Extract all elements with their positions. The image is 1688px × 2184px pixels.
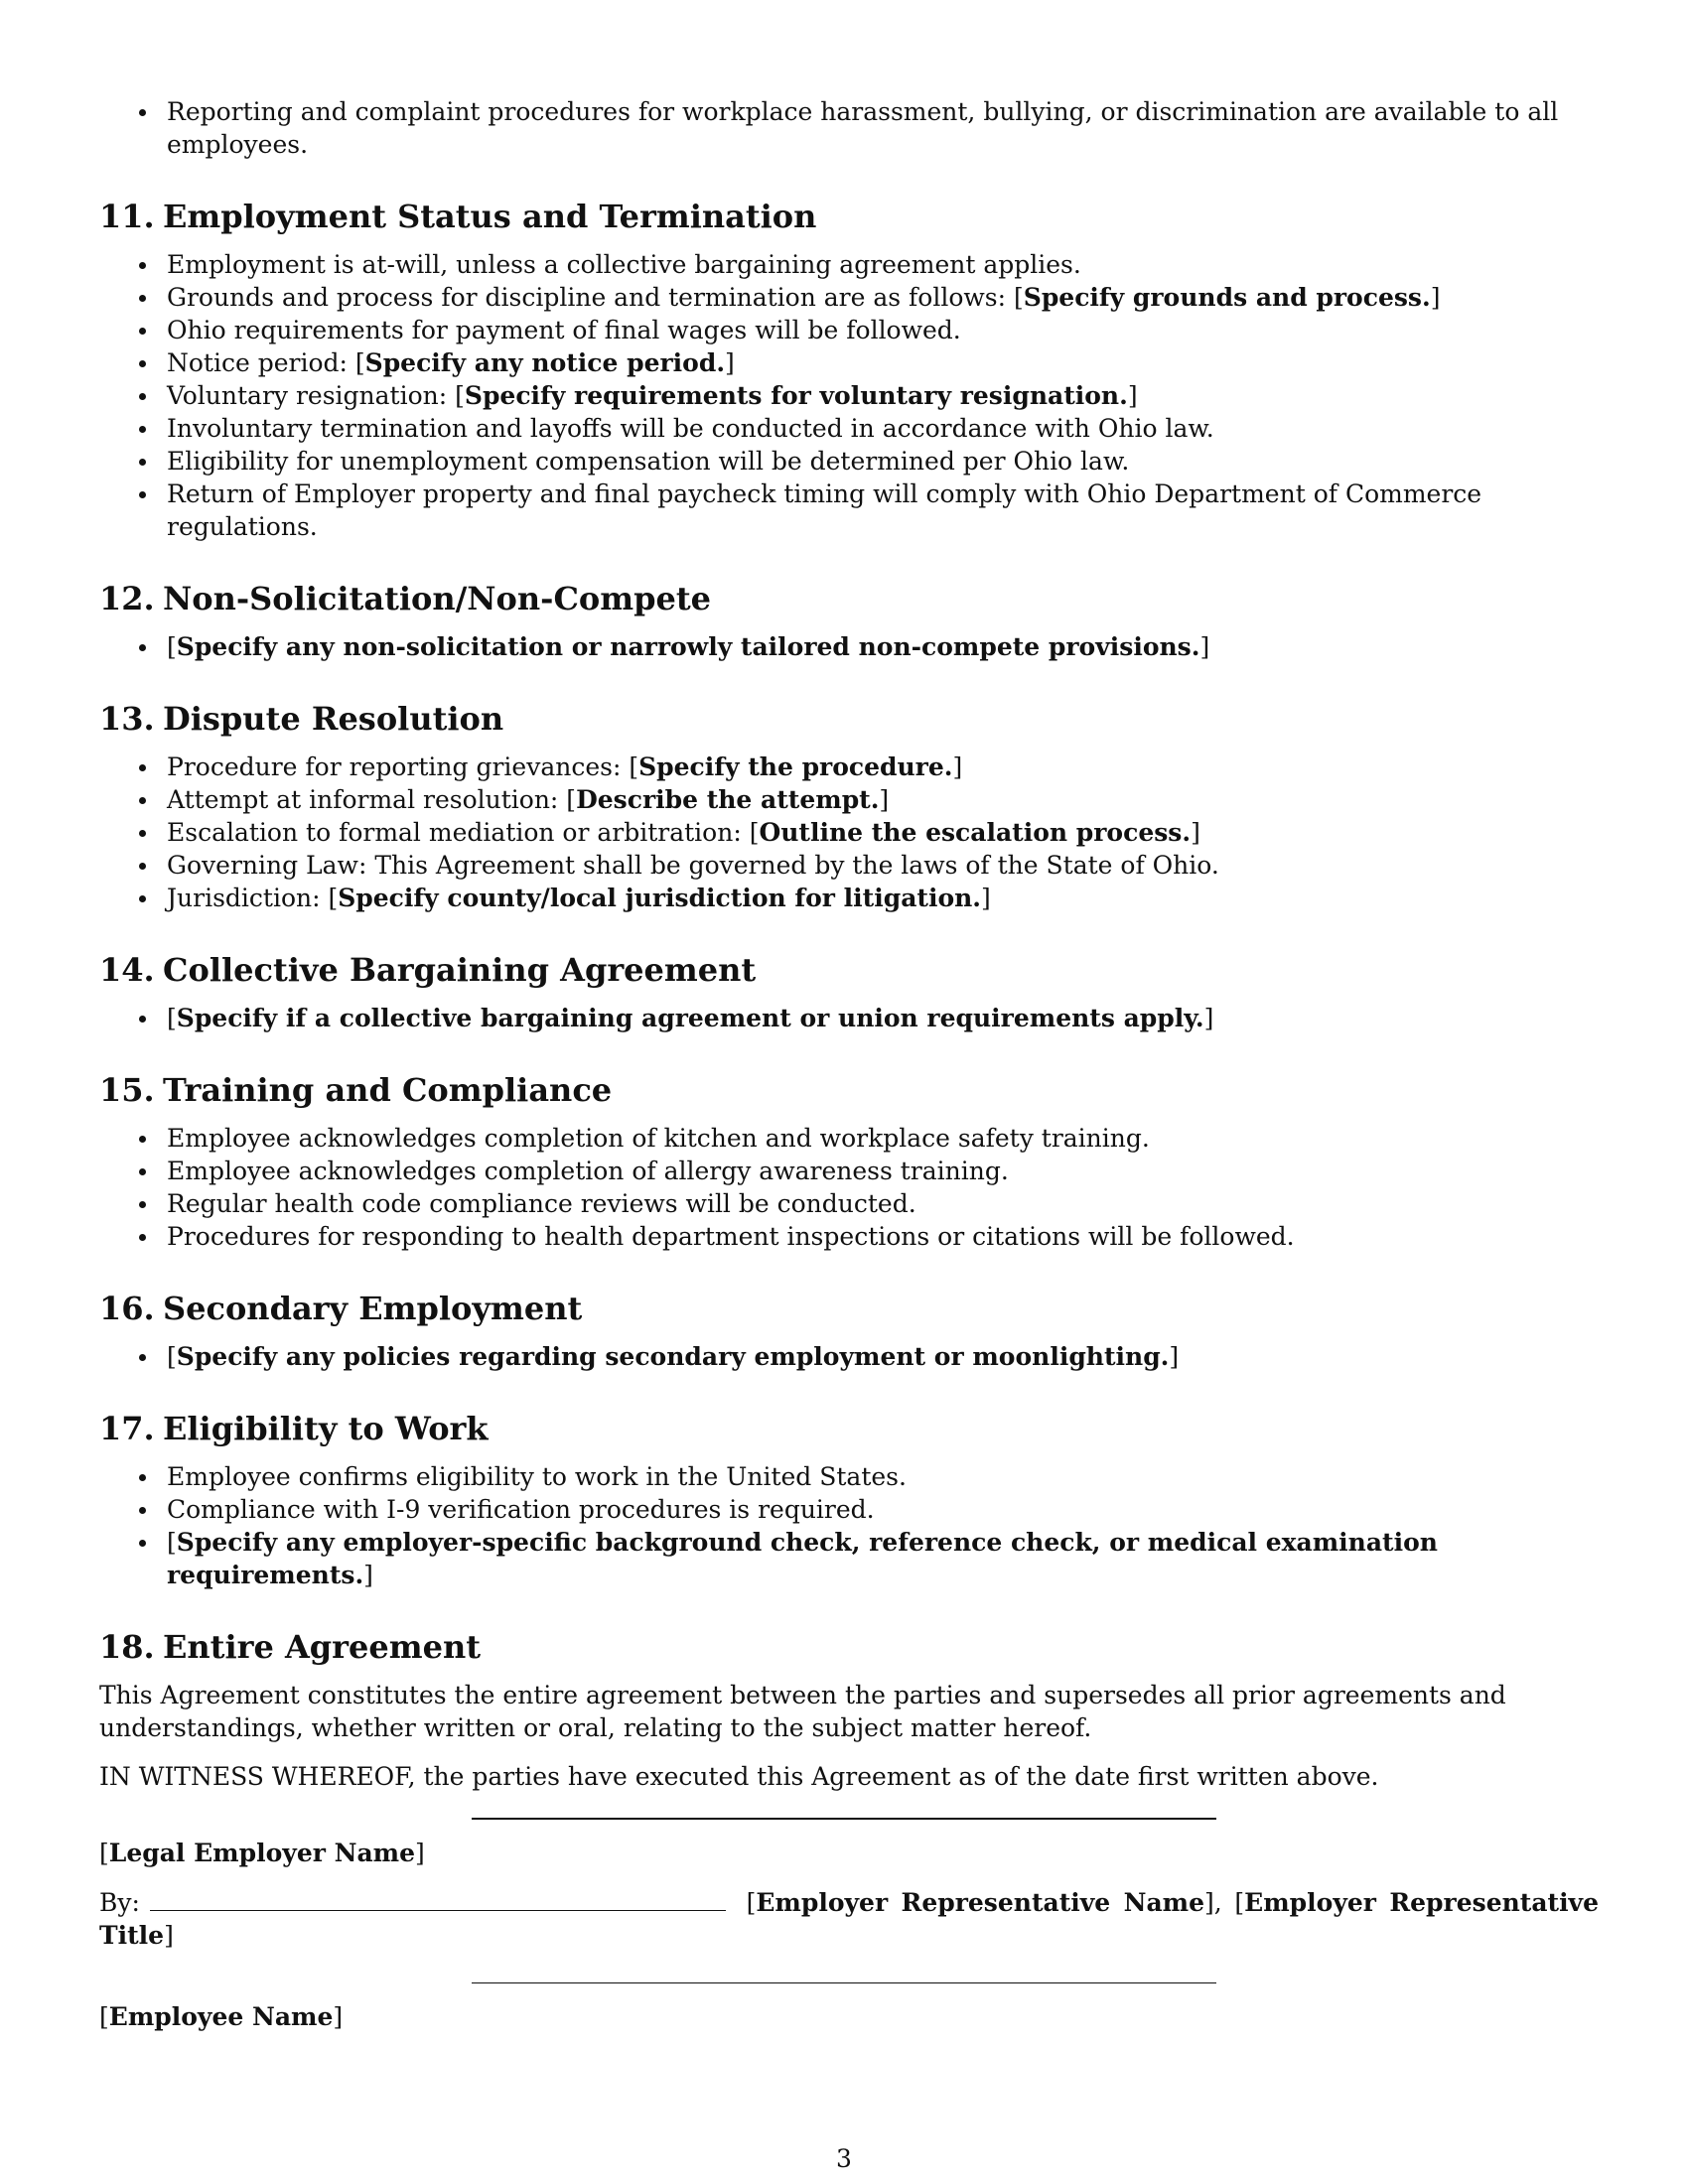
bullet-list bbox=[99, 1122, 1599, 1253]
list-item-text: [ bbox=[167, 1004, 177, 1032]
section-number: 11. bbox=[99, 198, 155, 235]
placeholder-text: Specify grounds and process. bbox=[1023, 283, 1431, 312]
list-item-text: ] bbox=[1430, 283, 1441, 312]
list-item-text: [ bbox=[167, 632, 177, 661]
section-heading bbox=[99, 699, 1599, 739]
list-item bbox=[99, 314, 1599, 346]
list-item-text: Regular health code compliance reviews will be conducted. bbox=[167, 1189, 916, 1218]
placeholder-text: Specify any employer-specific background check, reference check, or medical examination requirements. bbox=[167, 1528, 1438, 1589]
placeholder-text: Specify any non-solicitation or narrowly tailored non-compete provisions. bbox=[176, 632, 1200, 661]
list-item-text: [ bbox=[167, 1342, 177, 1371]
list-item-text: Employee acknowledges completion of allergy awareness training. bbox=[167, 1157, 1009, 1185]
placeholder-text: Specify requirements for voluntary resignation. bbox=[464, 381, 1128, 410]
section-heading bbox=[99, 197, 1599, 236]
top-bullet-list bbox=[99, 95, 1599, 161]
list-item-text: ] bbox=[725, 348, 735, 377]
list-item-text: Employee acknowledges completion of kitchen and workplace safety training. bbox=[167, 1124, 1150, 1153]
section-16 bbox=[99, 1289, 1599, 1373]
section-number: 12. bbox=[99, 580, 155, 617]
list-item bbox=[99, 281, 1599, 314]
section-13 bbox=[99, 699, 1599, 914]
list-item-text: Governing Law: This Agreement shall be governed by the laws of the State of Ohio. bbox=[167, 851, 1219, 880]
list-item bbox=[99, 478, 1599, 543]
list-item bbox=[99, 1122, 1599, 1155]
section-title: Employment Status and Termination bbox=[163, 198, 817, 235]
list-item-text: Involuntary termination and layoffs will be conducted in accordance with Ohio law. bbox=[167, 414, 1214, 443]
list-item bbox=[99, 1220, 1599, 1253]
placeholder-text: Specify the procedure. bbox=[638, 752, 953, 781]
section-number: 17. bbox=[99, 1410, 155, 1447]
list-item bbox=[99, 751, 1599, 783]
section-heading bbox=[99, 1627, 1599, 1667]
by-line: By: [Employer Representative Name], [Employer Representative Title] bbox=[99, 1888, 1599, 1950]
list-item bbox=[99, 248, 1599, 281]
list-item bbox=[99, 1460, 1599, 1493]
section-title: Collective Bargaining Agreement bbox=[163, 951, 757, 989]
section-heading bbox=[99, 950, 1599, 990]
placeholder-text: Specify if a collective bargaining agreement or union requirements apply. bbox=[176, 1004, 1204, 1032]
list-item bbox=[99, 630, 1599, 663]
list-item bbox=[99, 1493, 1599, 1526]
section-14 bbox=[99, 950, 1599, 1034]
list-item-text: Notice period: [ bbox=[167, 348, 365, 377]
by-label: By: bbox=[99, 1888, 140, 1917]
placeholder-text: Outline the escalation process. bbox=[759, 818, 1192, 847]
list-item-text: Procedure for reporting grievances: [ bbox=[167, 752, 639, 781]
page-number: 3 bbox=[836, 2144, 852, 2173]
list-item-text: ] bbox=[952, 752, 963, 781]
list-item-text: ] bbox=[1203, 1004, 1214, 1032]
section-title: Eligibility to Work bbox=[163, 1410, 489, 1447]
section-title: Secondary Employment bbox=[163, 1290, 583, 1327]
section-number: 16. bbox=[99, 1290, 155, 1327]
employer-name: Legal Employer Name bbox=[108, 1839, 416, 1867]
bullet-list bbox=[99, 630, 1599, 663]
section-number: 15. bbox=[99, 1071, 155, 1109]
list-item-text: Procedures for responding to health department inspections or citations will be followed. bbox=[167, 1222, 1295, 1251]
section-17 bbox=[99, 1409, 1599, 1591]
list-item-text: Ohio requirements for payment of final wages will be followed. bbox=[167, 316, 961, 344]
list-item bbox=[99, 849, 1599, 882]
list-item-text: Employee confirms eligibility to work in the United States. bbox=[167, 1462, 907, 1491]
list-item-text: Compliance with I-9 verification procedures is required. bbox=[167, 1495, 875, 1524]
placeholder-text: Describe the attempt. bbox=[576, 785, 880, 814]
list-item-text: ] bbox=[363, 1561, 373, 1589]
section-heading bbox=[99, 1409, 1599, 1448]
list-item bbox=[99, 445, 1599, 478]
section-number: 14. bbox=[99, 951, 155, 989]
list-item-text: Reporting and complaint procedures for workplace harassment, bullying, or discrimination are available to all employees. bbox=[167, 97, 1559, 159]
list-item-text: ] bbox=[1169, 1342, 1180, 1371]
list-item bbox=[99, 1187, 1599, 1220]
list-item bbox=[99, 1340, 1599, 1373]
list-item bbox=[99, 1155, 1599, 1187]
section-title: Training and Compliance bbox=[163, 1071, 613, 1109]
list-item-text: Employment is at-will, unless a collective bargaining agreement applies. bbox=[167, 250, 1081, 279]
rep-name: Employer Representative Name bbox=[756, 1888, 1205, 1917]
list-item bbox=[99, 783, 1599, 816]
placeholder-text: Specify any notice period. bbox=[364, 348, 726, 377]
section-title: Entire Agreement bbox=[163, 1628, 481, 1666]
list-item-text: Escalation to formal mediation or arbitration: [ bbox=[167, 818, 760, 847]
document-body bbox=[99, 95, 1599, 1793]
section-18 bbox=[99, 1627, 1599, 1793]
list-item bbox=[99, 412, 1599, 445]
list-item-text: ] bbox=[981, 884, 991, 912]
bullet-list bbox=[99, 1002, 1599, 1034]
section-11 bbox=[99, 197, 1599, 543]
employee-name-block: [Employee Name] bbox=[99, 2002, 344, 2031]
list-item bbox=[99, 882, 1599, 914]
witness-paragraph: IN WITNESS WHEREOF, the parties have executed this Agreement as of the date first written above. bbox=[99, 1762, 1379, 1791]
section-heading bbox=[99, 1289, 1599, 1328]
list-item-text: ] bbox=[1199, 632, 1210, 661]
list-item bbox=[99, 1526, 1599, 1591]
section-number: 13. bbox=[99, 700, 155, 738]
section-title: Non-Solicitation/Non-Compete bbox=[163, 580, 711, 617]
section-number: 18. bbox=[99, 1628, 155, 1666]
list-item bbox=[99, 346, 1599, 379]
employee-name: Employee Name bbox=[108, 2002, 334, 2031]
list-item bbox=[99, 1002, 1599, 1034]
placeholder-text: Specify county/local jurisdiction for litigation. bbox=[338, 884, 981, 912]
bullet-list bbox=[99, 1340, 1599, 1373]
list-item-text: ] bbox=[1127, 381, 1138, 410]
list-item-text: Attempt at informal resolution: [ bbox=[167, 785, 577, 814]
employer-signature-line bbox=[472, 1818, 1216, 1820]
section-title: Dispute Resolution bbox=[163, 700, 504, 738]
employer-name-block: [Legal Employer Name] bbox=[99, 1839, 425, 1867]
placeholder-text: Specify any policies regarding secondary employment or moonlighting. bbox=[176, 1342, 1170, 1371]
list-item bbox=[99, 816, 1599, 849]
section-heading bbox=[99, 1070, 1599, 1110]
entire-agreement-paragraph: This Agreement constitutes the entire agreement between the parties and supersedes all prior agreements and understandings, whether written or oral, relating to the subject matter hereof. bbox=[99, 1681, 1506, 1742]
section-15 bbox=[99, 1070, 1599, 1253]
list-item bbox=[99, 379, 1599, 412]
by-signature-blank bbox=[150, 1888, 726, 1911]
list-item bbox=[99, 95, 1599, 161]
section-heading bbox=[99, 579, 1599, 618]
employee-signature-line bbox=[472, 1982, 1216, 1983]
list-item-text: Return of Employer property and final paycheck timing will comply with Ohio Department of Commerce regulations. bbox=[167, 479, 1482, 541]
list-item-text: ] bbox=[879, 785, 890, 814]
bullet-list bbox=[99, 751, 1599, 914]
list-item-text: Eligibility for unemployment compensation will be determined per Ohio law. bbox=[167, 447, 1130, 476]
section-12 bbox=[99, 579, 1599, 663]
bullet-list bbox=[99, 248, 1599, 543]
list-item-text: ] bbox=[1191, 818, 1200, 847]
list-item-text: [ bbox=[167, 1528, 177, 1557]
list-item-text: Grounds and process for discipline and termination are as follows: [ bbox=[167, 283, 1024, 312]
bullet-list bbox=[99, 1460, 1599, 1591]
sections-container bbox=[99, 197, 1599, 1591]
list-item-text: Jurisdiction: [ bbox=[167, 884, 339, 912]
list-item-text: Voluntary resignation: [ bbox=[167, 381, 465, 410]
rep-title: Employer Representative Title bbox=[99, 1888, 1599, 1950]
